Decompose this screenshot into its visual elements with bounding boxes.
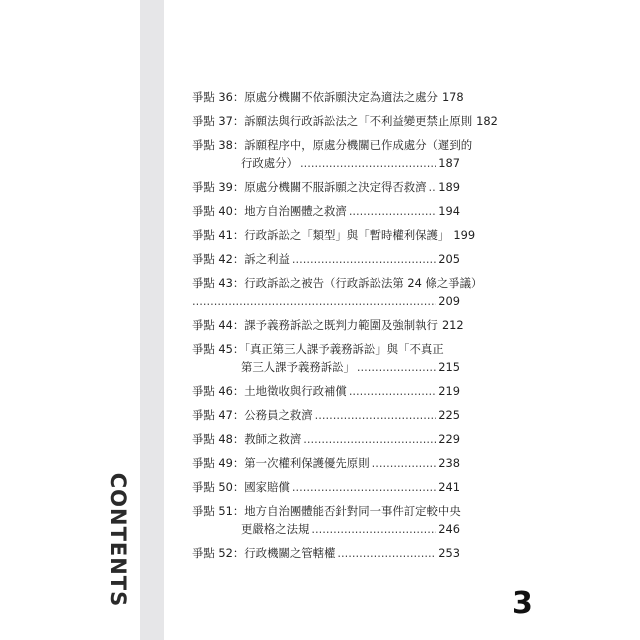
toc-entry <box>192 112 498 130</box>
toc-entry-page: 238 <box>438 456 460 470</box>
side-bar <box>140 0 164 640</box>
toc-entry-page: 182 <box>476 114 498 128</box>
toc-entry-line <box>192 250 460 268</box>
toc-entry <box>192 406 460 424</box>
toc-entry <box>192 202 460 220</box>
toc-entry <box>192 136 473 172</box>
page-number: 3 <box>512 586 533 621</box>
toc-entry-title: 爭點 37：訴願法與行政訴訟法之「不利益變更禁止原則 <box>192 114 473 128</box>
toc-entry-line <box>192 544 460 562</box>
toc-entry-line <box>192 136 473 154</box>
toc-entry-title: 爭點 49：第一次權利保護優先原則 <box>192 456 370 470</box>
toc-entry <box>192 340 460 376</box>
toc-entry-title: 爭點 38：訴願程序中，原處分機關已作成處分（遲到的 <box>192 138 473 152</box>
toc-entry-title: 第三人課予義務訴訟」 <box>241 360 355 374</box>
toc-entry-page: 187 <box>438 156 460 170</box>
toc-entry-page: 219 <box>438 384 460 398</box>
toc-entry-line <box>192 226 476 244</box>
dot-leader <box>349 382 436 400</box>
toc-entry-title: 爭點 42：訴之利益 <box>192 252 290 266</box>
toc-entry <box>192 88 464 106</box>
toc-entry-line <box>192 88 464 106</box>
toc-entry-continuation <box>192 292 460 310</box>
toc-entry-title: 爭點 44：課予義務訴訟之既判力範圍及強制執行 <box>192 318 438 332</box>
dot-leader <box>292 250 436 268</box>
dot-leader <box>303 430 436 448</box>
toc-entry <box>192 178 460 196</box>
toc-entry-line <box>192 430 460 448</box>
toc-entry-line <box>192 112 498 130</box>
toc-entry <box>192 454 460 472</box>
toc-entry-title: 爭點 47：公務員之救濟 <box>192 408 313 422</box>
toc-entry-page: 209 <box>438 294 460 308</box>
toc-entry-title: 爭點 50：國家賠償 <box>192 480 290 494</box>
toc-entry <box>192 544 460 562</box>
toc-entry-title: 爭點 46：土地徵收與行政補償 <box>192 384 347 398</box>
toc-entry-line <box>192 454 460 472</box>
toc-entry-page: 199 <box>453 228 476 242</box>
toc-entry <box>192 316 464 334</box>
dot-leader <box>192 292 436 310</box>
dot-leader <box>311 520 436 538</box>
toc-entry-line <box>192 340 460 358</box>
side-label-text: CONTENTS <box>106 472 130 608</box>
toc-entry-line <box>192 274 483 292</box>
toc-entry-page: 194 <box>438 204 460 218</box>
toc-entry-title: 爭點 52：行政機關之管轄權 <box>192 546 336 560</box>
toc-entry-title: 爭點 39：原處分機關不服訴願之決定得否救濟 <box>192 180 427 194</box>
dot-leader <box>349 202 436 220</box>
toc-entry-line <box>192 502 460 520</box>
dot-leader <box>300 154 436 172</box>
toc-entry-page: 246 <box>438 522 460 536</box>
dot-leader <box>372 454 437 472</box>
dot-leader <box>337 544 436 562</box>
toc-entry-title: 爭點 40：地方自治團體之救濟 <box>192 204 347 218</box>
toc-entry-title: 爭點 43：行政訴訟之被告（行政訴訟法第 24 條之爭議） <box>192 276 483 290</box>
toc-entry-continuation <box>192 154 460 172</box>
toc-entry <box>192 250 460 268</box>
toc-entry-page: 189 <box>438 180 460 194</box>
toc-entry-page: 205 <box>438 252 460 266</box>
dot-leader <box>292 478 436 496</box>
toc-entry-page: 229 <box>438 432 460 446</box>
toc-entry <box>192 502 460 538</box>
toc-entry <box>192 430 460 448</box>
toc-entry-page: 212 <box>441 318 464 332</box>
side-label <box>104 472 132 608</box>
toc-entry-title: 爭點 45：「真正第三人課予義務訴訟」與「不真正 <box>192 342 444 356</box>
toc-entry-page: 253 <box>438 546 460 560</box>
toc-entry <box>192 274 483 310</box>
toc-entry-title: 爭點 48：教師之救濟 <box>192 432 302 446</box>
toc-entry-line <box>192 202 460 220</box>
toc-entry <box>192 382 460 400</box>
toc-entry-continuation <box>192 358 460 376</box>
toc-entry-title: 爭點 51：地方自治團體能否針對同一事件訂定較中央 <box>192 504 461 518</box>
toc-entry-title: 行政處分） <box>241 156 298 170</box>
toc-entry-title: 爭點 41：行政訴訟之「類型」與「暫時權利保護」 <box>192 228 450 242</box>
toc-entry-page: 225 <box>438 408 460 422</box>
toc-entry-line <box>192 478 460 496</box>
dot-leader <box>357 358 436 376</box>
toc-entry-title: 爭點 36：原處分機關不依訴願決定為適法之處分 <box>192 90 438 104</box>
dot-leader <box>315 406 437 424</box>
toc-entry <box>192 478 460 496</box>
toc-entry-page: 241 <box>438 480 460 494</box>
toc-entry <box>192 226 476 244</box>
toc-entry-line <box>192 406 460 424</box>
toc-entry-line <box>192 316 464 334</box>
toc-entry-line <box>192 178 460 196</box>
dot-leader <box>429 178 437 196</box>
toc-entry-page: 178 <box>441 90 464 104</box>
toc-entry-line <box>192 382 460 400</box>
toc-entry-page: 215 <box>438 360 460 374</box>
toc-entry-title: 更嚴格之法規 <box>241 522 310 536</box>
toc-entry-continuation <box>192 520 460 538</box>
